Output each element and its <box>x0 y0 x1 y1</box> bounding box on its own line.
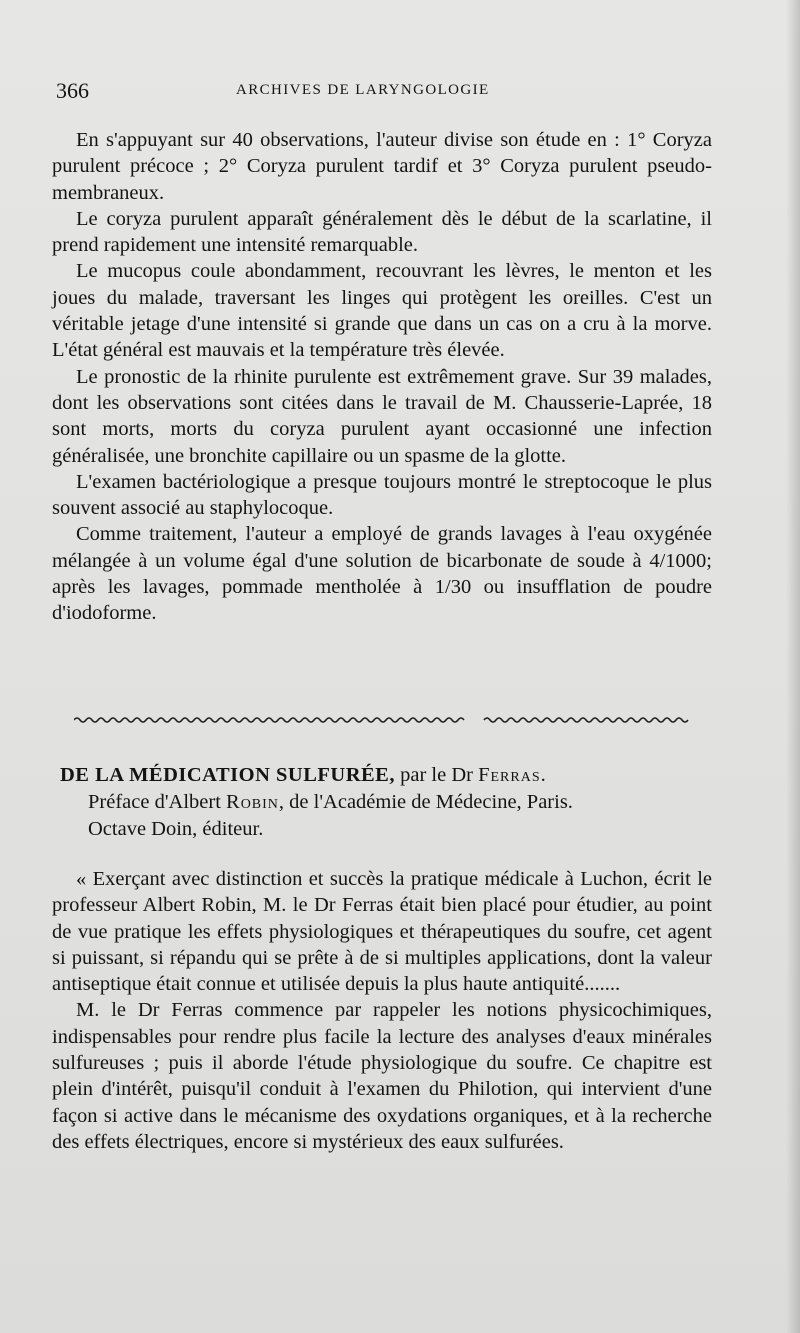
paragraph: Comme traitement, l'auteur a employé de grands lavages à l'eau oxygénée mélangée à un volume égal d'une solution de bicarbonate de soude à 4/1000; après les lavages, pommade mentholée à 1/30 ou insufflation de poudre d'iodoforme. <box>52 523 712 625</box>
paragraph: L'examen bactériologique a presque toujours montré le streptocoque le plus souvent associé au staphylocoque. <box>52 470 712 520</box>
page-number: 366 <box>56 78 89 103</box>
paragraph: « Exerçant avec distinction et succès la pratique médicale à Luchon, écrit le professeur Albert Robin, M. le Dr Ferras était bien placé pour étudier, au point de vue pratique les effets physiologiques et thérapeutiques du soufre, cet agent si puissant, si répandu qui se prête à de si multiples applications, dont la valeur antiseptique était connue et utilisée depuis la plus haute antiquité....... <box>52 868 712 996</box>
preface-prefix: Préface d'Albert <box>88 791 227 813</box>
section-two-text <box>52 866 712 1155</box>
paragraph: En s'appuyant sur 40 observations, l'auteur divise son étude en : 1° Coryza purulent précoce ; 2° Coryza purulent tardif et 3° Coryza purulent pseudo-membraneux. <box>52 129 712 204</box>
paragraph: Le coryza purulent apparaît généralement dès le début de la scarlatine, il prend rapidement une intensité remarquable. <box>52 207 712 257</box>
running-head: ARCHIVES DE LARYNGOLOGIE <box>236 82 490 98</box>
preface-suffix: , de l'Académie de Médecine, Paris. <box>278 791 573 813</box>
review-heading <box>60 762 760 843</box>
wavy-divider <box>74 714 694 726</box>
page-header <box>56 78 746 106</box>
book-title: DE LA MÉDICATION SULFURÉE, <box>60 764 395 786</box>
page-edge-shadow <box>786 0 800 1333</box>
section-one-text <box>52 127 712 627</box>
preface-name: Robin <box>226 791 279 813</box>
author-prefix: par le Dr <box>394 764 479 786</box>
publisher: Octave Doin, éditeur. <box>88 818 264 840</box>
review-heading-line-2 <box>60 789 760 816</box>
author-name: Ferras. <box>478 764 547 786</box>
paragraph: Le mucopus coule abondamment, recouvrant les lèvres, le menton et les joues du malade, traversant les linges qui protègent les oreilles. C'est un véritable jetage d'une intensité si grande que dans un cas on a cru à la morve. L'état général est mauvais et la température très élevée. <box>52 260 712 362</box>
review-heading-line-1 <box>60 762 760 789</box>
paragraph: M. le Dr Ferras commence par rappeler les notions physicochimiques, indispensables pour rendre plus facile la lecture des analyses d'eaux minérales sulfureuses ; puis il aborde l'étude physiologique du soufre. Ce chapitre est plein d'intérêt, puisqu'il conduit à l'examen du Philotion, qui intervient d'une façon si active dans le mécanisme des oxydations organiques, et à la recherche des effets électriques, encore si mystérieux des eaux sulfurées. <box>52 999 712 1153</box>
paragraph: Le pronostic de la rhinite purulente est extrêmement grave. Sur 39 malades, dont les observations sont citées dans le travail de M. Chausserie-Laprée, 18 sont morts, morts du coryza purulent ayant occasionné une infection généralisée, une bronchite capillaire ou un spasme de la glotte. <box>52 365 712 467</box>
